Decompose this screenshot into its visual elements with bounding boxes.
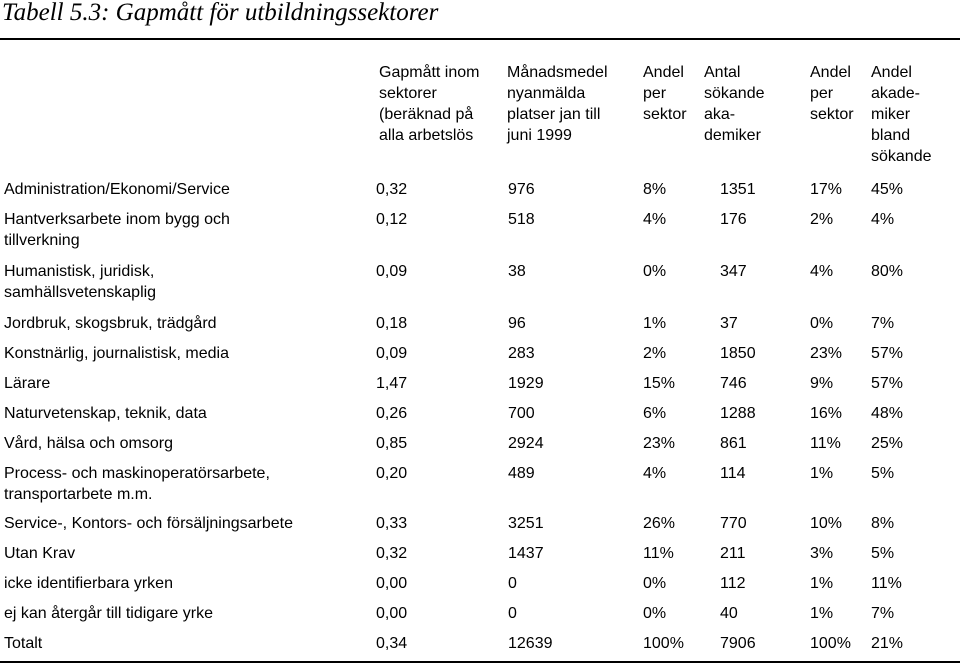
cell-andel-sokande: 4%	[810, 263, 834, 280]
row-label: Totalt	[4, 635, 43, 652]
cell-andel-platser: 11%	[643, 545, 674, 562]
cell-gapmatt: 0,09	[376, 345, 408, 362]
cell-andel-sokande: 3%	[810, 545, 834, 562]
row-label: Hantverksarbete inom bygg och tillverkning	[4, 211, 230, 249]
cell-andel-akademiker: 7%	[871, 315, 895, 332]
cell-andel-akademiker: 48%	[871, 405, 904, 422]
cell-andel-akademiker: 45%	[871, 181, 904, 198]
cell-platser: 1929	[508, 375, 544, 392]
cell-andel-akademiker: 7%	[871, 605, 895, 622]
row-label: Lärare	[4, 375, 51, 392]
cell-andel-sokande: 17%	[810, 181, 843, 198]
cell-andel-platser: 2%	[643, 345, 667, 362]
header-andel-akademiker: Andel akade- miker bland sökande	[871, 64, 932, 165]
cell-gapmatt: 0,85	[376, 435, 408, 452]
cell-andel-platser: 4%	[643, 211, 667, 228]
table-title: Tabell 5.3: Gapmått för utbildningssektorer	[2, 0, 439, 26]
cell-andel-sokande: 1%	[810, 575, 834, 592]
cell-sokande: 211	[720, 545, 746, 562]
cell-platser: 700	[508, 405, 535, 422]
cell-platser: 38	[508, 263, 526, 280]
cell-andel-platser: 0%	[643, 605, 667, 622]
cell-sokande: 770	[720, 515, 747, 532]
cell-andel-platser: 15%	[643, 375, 676, 392]
cell-andel-sokande: 100%	[810, 635, 851, 652]
cell-andel-sokande: 2%	[810, 211, 834, 228]
cell-platser: 0	[508, 605, 517, 622]
cell-platser: 96	[508, 315, 526, 332]
cell-andel-sokande: 23%	[810, 345, 843, 362]
cell-sokande: 114	[720, 465, 746, 482]
table-bottom-rule	[0, 661, 960, 663]
cell-sokande: 1351	[720, 181, 756, 198]
header-antal-sokande: Antal sökande aka- demiker	[704, 64, 765, 144]
header-manadsmedel: Månadsmedel nyanmälda platser jan till juni 1999	[507, 64, 608, 144]
cell-sokande: 37	[720, 315, 738, 332]
row-label: Process- och maskinoperatörsarbete, transportarbete m.m.	[4, 465, 270, 503]
cell-sokande: 1850	[720, 345, 756, 362]
cell-platser: 12639	[508, 635, 553, 652]
row-label: Utan Krav	[4, 545, 76, 562]
cell-andel-akademiker: 57%	[871, 375, 904, 392]
cell-platser: 976	[508, 181, 535, 198]
cell-gapmatt: 0,32	[376, 545, 408, 562]
row-label: Jordbruk, skogsbruk, trädgård	[4, 315, 217, 332]
cell-andel-platser: 1%	[643, 315, 667, 332]
cell-sokande: 112	[720, 575, 746, 592]
cell-andel-akademiker: 11%	[871, 575, 902, 592]
cell-sokande: 347	[720, 263, 747, 280]
cell-andel-akademiker: 8%	[871, 515, 895, 532]
cell-sokande: 861	[720, 435, 747, 452]
cell-gapmatt: 0,20	[376, 465, 408, 482]
cell-gapmatt: 0,32	[376, 181, 408, 198]
header-gapmatt: Gapmått inom sektorer (beräknad på alla arbetslös	[379, 64, 480, 144]
cell-andel-sokande: 9%	[810, 375, 834, 392]
cell-platser: 3251	[508, 515, 544, 532]
row-label: Naturvetenskap, teknik, data	[4, 405, 207, 422]
cell-sokande: 746	[720, 375, 747, 392]
row-label: icke identifierbara yrken	[4, 575, 173, 592]
cell-platser: 2924	[508, 435, 544, 452]
cell-gapmatt: 0,34	[376, 635, 408, 652]
cell-gapmatt: 0,26	[376, 405, 408, 422]
table-top-rule	[0, 38, 960, 40]
cell-gapmatt: 1,47	[376, 375, 408, 392]
cell-platser: 283	[508, 345, 535, 362]
cell-andel-sokande: 0%	[810, 315, 834, 332]
row-label: Administration/Ekonomi/Service	[4, 181, 230, 198]
cell-sokande: 176	[720, 211, 747, 228]
cell-andel-sokande: 10%	[810, 515, 843, 532]
cell-andel-akademiker: 80%	[871, 263, 904, 280]
cell-gapmatt: 0,00	[376, 605, 408, 622]
cell-sokande: 7906	[720, 635, 756, 652]
cell-sokande: 40	[720, 605, 738, 622]
cell-andel-platser: 23%	[643, 435, 676, 452]
cell-andel-akademiker: 5%	[871, 545, 895, 562]
cell-andel-akademiker: 57%	[871, 345, 904, 362]
cell-gapmatt: 0,12	[376, 211, 408, 228]
cell-andel-sokande: 1%	[810, 465, 834, 482]
cell-platser: 0	[508, 575, 517, 592]
cell-andel-platser: 26%	[643, 515, 676, 532]
header-andel-sokande: Andel per sektor	[810, 64, 854, 123]
cell-andel-akademiker: 21%	[871, 635, 904, 652]
cell-andel-akademiker: 25%	[871, 435, 904, 452]
cell-gapmatt: 0,33	[376, 515, 408, 532]
cell-andel-platser: 4%	[643, 465, 667, 482]
row-label: Service-, Kontors- och försäljningsarbete	[4, 515, 294, 532]
cell-sokande: 1288	[720, 405, 756, 422]
cell-platser: 518	[508, 211, 535, 228]
cell-gapmatt: 0,18	[376, 315, 408, 332]
header-andel-platser: Andel per sektor	[643, 64, 687, 123]
cell-platser: 489	[508, 465, 535, 482]
cell-andel-platser: 100%	[643, 635, 684, 652]
row-label: ej kan återgår till tidigare yrke	[4, 605, 213, 622]
row-label: Vård, hälsa och omsorg	[4, 435, 173, 452]
cell-andel-sokande: 1%	[810, 605, 834, 622]
cell-andel-platser: 6%	[643, 405, 667, 422]
cell-gapmatt: 0,00	[376, 575, 408, 592]
cell-platser: 1437	[508, 545, 544, 562]
row-label: Humanistisk, juridisk, samhällsvetenskaplig	[4, 263, 157, 301]
cell-andel-sokande: 11%	[810, 435, 841, 452]
row-label: Konstnärlig, journalistisk, media	[4, 345, 229, 362]
cell-andel-platser: 0%	[643, 575, 667, 592]
cell-andel-akademiker: 4%	[871, 211, 895, 228]
cell-gapmatt: 0,09	[376, 263, 408, 280]
cell-andel-akademiker: 5%	[871, 465, 895, 482]
cell-andel-platser: 8%	[643, 181, 667, 198]
cell-andel-sokande: 16%	[810, 405, 843, 422]
cell-andel-platser: 0%	[643, 263, 667, 280]
